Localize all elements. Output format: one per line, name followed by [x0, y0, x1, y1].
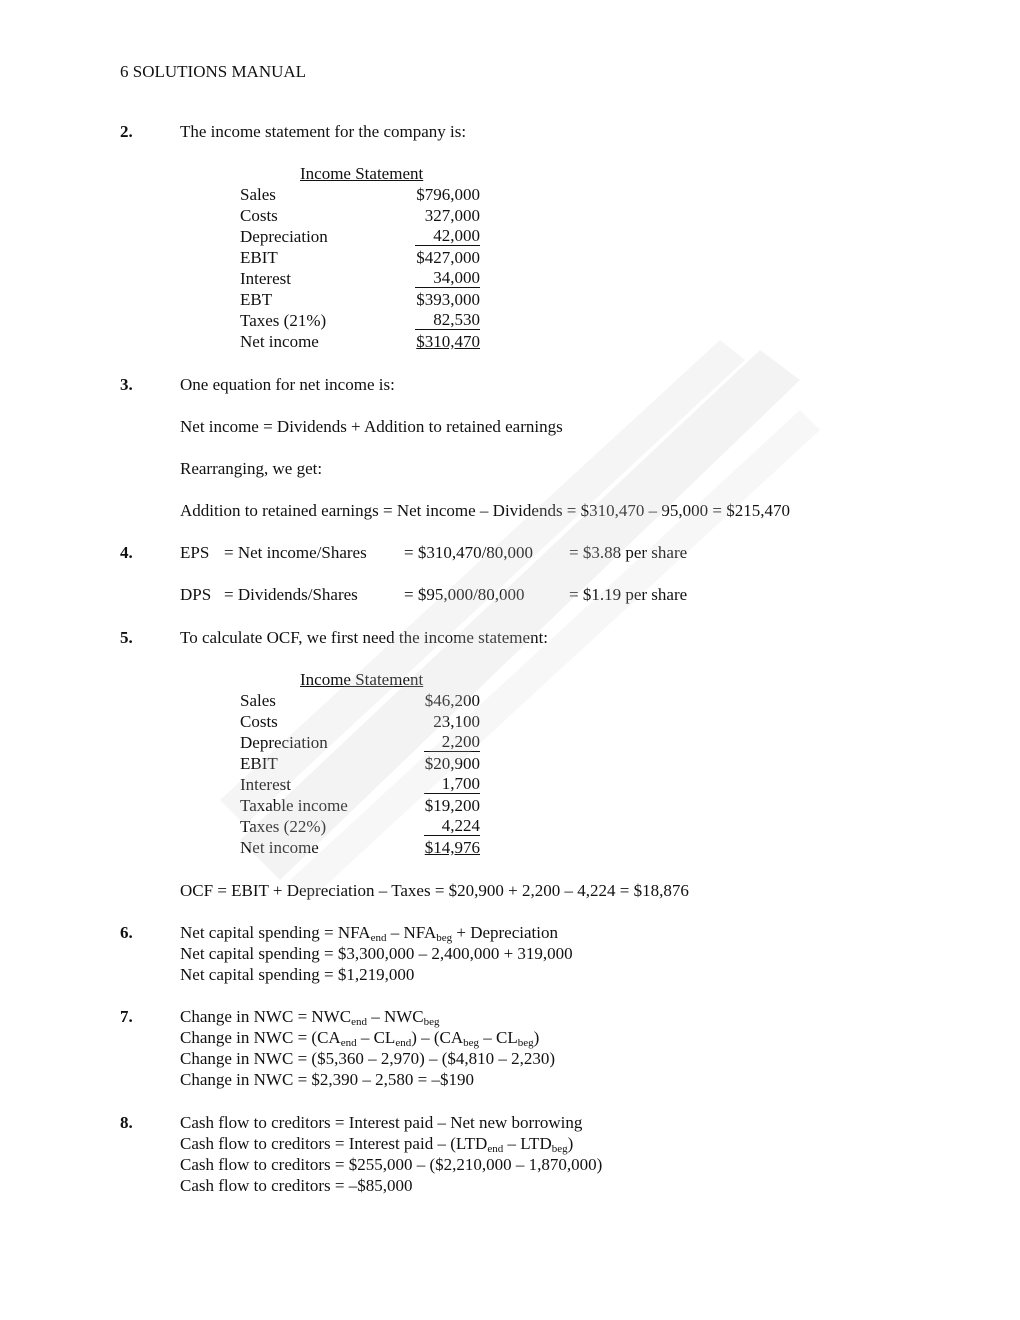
- row-value: $46,200: [424, 691, 480, 710]
- row-label: Depreciation: [240, 733, 328, 752]
- row-label: EBT: [240, 290, 273, 309]
- row-value: 4,224: [424, 816, 480, 836]
- statement-row: [240, 310, 480, 331]
- eps-label: EPS: [180, 543, 210, 562]
- row-label: Sales: [240, 691, 276, 710]
- row-label: Sales: [240, 185, 276, 204]
- problem-5-number: 5.: [120, 628, 133, 647]
- statement-row: [240, 289, 480, 310]
- problem-3-line-2: Net income = Dividends + Addition to retained earnings: [180, 417, 563, 436]
- income-statement-2: [240, 669, 480, 859]
- row-value: 327,000: [424, 206, 480, 225]
- problem-7-line-2: Change in NWC = $(CA_{end} - CL_{end}) - (CA_{beg} - CL_{beg})$: [180, 1028, 540, 1049]
- statement-row: [240, 753, 480, 774]
- eps-values: = $310,470/80,000: [404, 543, 534, 562]
- problem-6-number: 6.: [120, 923, 133, 942]
- statement-row: [240, 774, 480, 795]
- problem-3-line-1: One equation for net income is:: [180, 375, 395, 394]
- dps-label: DPS: [180, 585, 212, 604]
- dps-values: = $95,000/80,000: [404, 585, 525, 604]
- problem-2-intro: The income statement for the company is:: [180, 122, 467, 141]
- statement-row: [240, 184, 480, 205]
- problem-7-line-3: Change in NWC = ($5,360 – 2,970) – ($4,810 – 2,230): [180, 1049, 556, 1068]
- row-label: Taxes (21%): [240, 311, 327, 330]
- problem-7-number: 7.: [120, 1007, 133, 1026]
- row-value: 23,100: [433, 712, 480, 731]
- row-label: Net income: [240, 838, 319, 857]
- row-label: Costs: [240, 712, 278, 731]
- statement-row: [240, 268, 480, 289]
- row-value: $20,900: [424, 754, 480, 773]
- problem-6-line-2: Net capital spending = $3,300,000 – 2,400,000 + 319,000: [180, 944, 573, 963]
- statement-row: [240, 816, 480, 837]
- problem-8-number: 8.: [120, 1113, 133, 1132]
- dps-result: = $1.19 per share: [569, 585, 688, 604]
- row-label: EBIT: [240, 248, 278, 267]
- problem-8-line-4: Cash flow to creditors = –$85,000: [180, 1176, 413, 1195]
- statement-row: [240, 837, 480, 858]
- statement-row: [240, 795, 480, 816]
- eps-result: = $3.88 per share: [569, 543, 688, 562]
- problem-2-number: 2.: [120, 122, 133, 141]
- statement-row: [240, 711, 480, 732]
- row-value: $310,470: [416, 332, 480, 351]
- row-label: Costs: [240, 206, 278, 225]
- row-value: $393,000: [416, 290, 480, 309]
- row-label: Interest: [240, 775, 291, 794]
- problem-7-line-1: Change in NWC = $NWC_{end} - NWC_{beg}$: [180, 1007, 440, 1028]
- problem-4-number: 4.: [120, 543, 133, 562]
- row-label: EBIT: [240, 754, 278, 773]
- row-value: $14,976: [424, 838, 480, 857]
- statement-row: [240, 205, 480, 226]
- statement-row: [240, 690, 480, 711]
- row-value: $427,000: [416, 248, 480, 267]
- row-label: Interest: [240, 269, 291, 288]
- problem-6-line-3: Net capital spending = $1,219,000: [180, 965, 415, 984]
- row-value: 2,200: [424, 732, 480, 752]
- row-value: $19,200: [424, 796, 480, 815]
- income-statement-2-title: Income Statement: [300, 670, 424, 689]
- row-label: Taxable income: [240, 796, 348, 815]
- income-statement-1: [240, 163, 480, 353]
- problem-3-line-4: Addition to retained earnings = Net income – Dividends = $310,470 – 95,000 = $215,470: [180, 501, 790, 520]
- page-header: 6 SOLUTIONS MANUAL: [120, 62, 307, 81]
- statement-row: [240, 732, 480, 753]
- row-value: 1,700: [424, 774, 480, 794]
- dps-formula: = Dividends/Shares: [224, 585, 358, 604]
- row-value: 82,530: [415, 310, 480, 330]
- problem-8-line-2: Cash flow to creditors = Interest paid – $(LTD_{end} - LTD_{beg})$: [180, 1134, 574, 1155]
- statement-row: [240, 247, 480, 268]
- row-value: 34,000: [415, 268, 480, 288]
- eps-formula: = Net income/Shares: [224, 543, 367, 562]
- problem-3-number: 3.: [120, 375, 133, 394]
- problem-7-line-4: Change in NWC = $2,390 – 2,580 = –$190: [180, 1070, 474, 1089]
- row-label: Depreciation: [240, 227, 328, 246]
- problem-5-intro: To calculate OCF, we first need the income statement:: [180, 628, 549, 647]
- row-label: Taxes (22%): [240, 817, 327, 836]
- problem-3-line-3: Rearranging, we get:: [180, 459, 323, 478]
- ocf-equation: OCF = EBIT + Depreciation – Taxes = $20,900 + 2,200 – 4,224 = $18,876: [180, 881, 689, 900]
- statement-row: [240, 226, 480, 247]
- row-label: Net income: [240, 332, 319, 351]
- statement-row: [240, 331, 480, 352]
- problem-8-line-1: Cash flow to creditors = Interest paid – Net new borrowing: [180, 1113, 583, 1132]
- row-value: 42,000: [415, 226, 480, 246]
- row-value: $796,000: [416, 185, 480, 204]
- problem-6-line-1: Net capital spending = $NFA_{end} - NFA_{beg}$ + Depreciation: [180, 923, 558, 944]
- problem-8-line-3: Cash flow to creditors = $255,000 – ($2,210,000 – 1,870,000): [180, 1155, 603, 1174]
- income-statement-1-title: Income Statement: [300, 164, 424, 183]
